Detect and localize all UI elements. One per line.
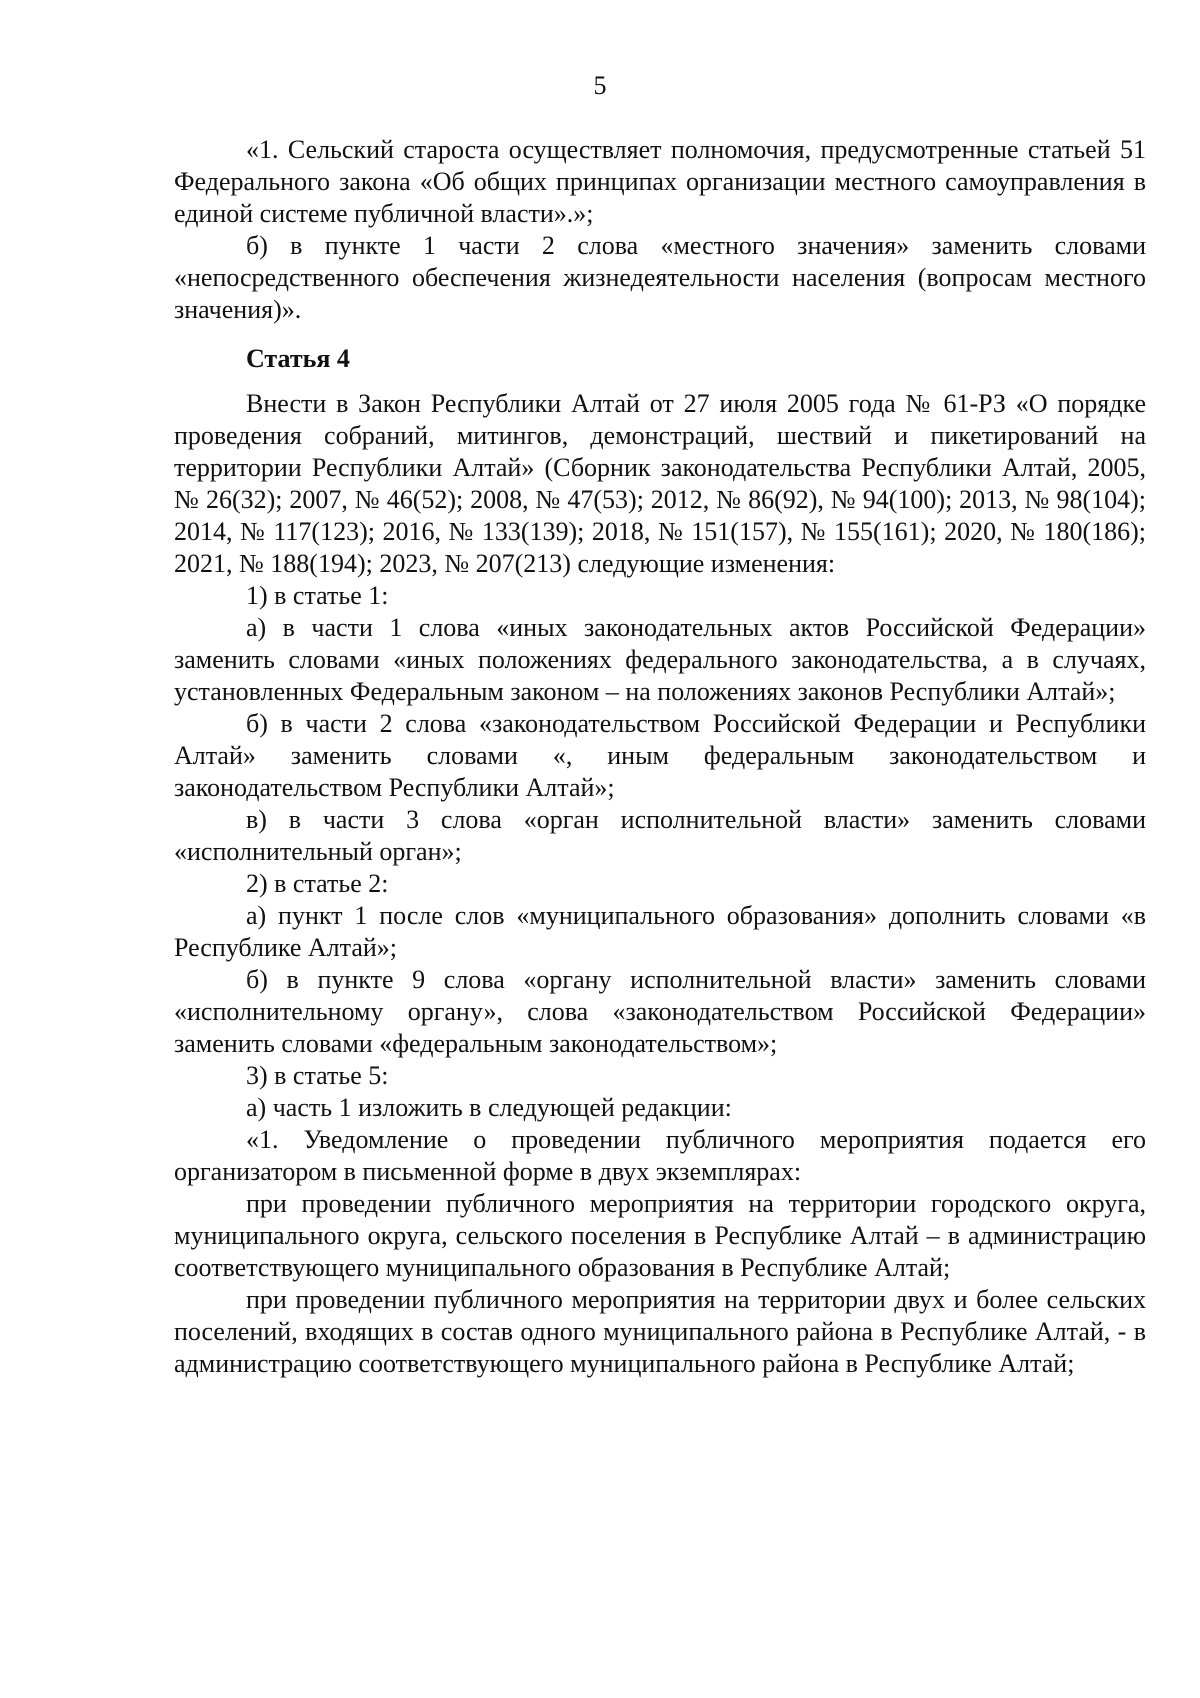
document-body bbox=[174, 134, 1146, 1380]
paragraph-notification: «1. Уведомление о проведении публичного мероприятия подается его организатором в письменной форме в двух экземплярах: bbox=[174, 1125, 1146, 1186]
paragraph-amendment-b: б) в пункте 1 части 2 слова «местного значения» заменить словами «непосредственного обеспечения жизнедеятельности населения (вопросам местного значения)». bbox=[174, 231, 1146, 324]
article-heading: Статья 4 bbox=[246, 344, 350, 373]
paragraph-item: а) в части 1 слова «иных законодательных актов Российской Федерации» заменить словами «иных положениях федерального законодательства, а в случаях, установленных Федеральным законом – на положениях законов Республики Алтай»; bbox=[174, 613, 1146, 706]
paragraph-notification-case-2: при проведении публичного мероприятия на территории двух и более сельских поселений, входящих в состав одного муниципального района в Республике Алтай, - в администрацию соответствующего муниципального района в Республике Алтай; bbox=[174, 1285, 1146, 1378]
paragraph-item: 3) в статье 5: bbox=[246, 1061, 389, 1090]
paragraph-item: 1) в статье 1: bbox=[246, 581, 389, 610]
paragraph-item: б) в части 2 слова «законодательством Российской Федерации и Республики Алтай» заменить словами «, иным федеральным законодательством и законодательством Республики Алтай»; bbox=[174, 709, 1146, 802]
paragraph-village-head-powers: «1. Сельский староста осуществляет полномочия, предусмотренные статьей 51 Федерального закона «Об общих принципах организации местного самоуправления в единой системе публичной власти».»; bbox=[174, 135, 1146, 228]
paragraph-notification-case-1: при проведении публичного мероприятия на территории городского округа, муниципального округа, сельского поселения в Республике Алтай – в администрацию соответствующего муниципального образования в Республике Алтай; bbox=[174, 1189, 1146, 1282]
paragraph-item: б) в пункте 9 слова «органу исполнительной власти» заменить словами «исполнительному органу», слова «законодательством Российской Федерации» заменить словами «федеральным законодательством»; bbox=[174, 965, 1146, 1058]
page-number: 5 bbox=[593, 71, 607, 100]
paragraph-item: а) пункт 1 после слов «муниципального образования» дополнить словами «в Республике Алтай»; bbox=[174, 901, 1146, 962]
paragraph-article-4-intro: Внести в Закон Республики Алтай от 27 июля 2005 года № 61-РЗ «О порядке проведения собраний, митингов, демонстраций, шествий и пикетирований на территории Республики Алтай» (Сборник законодательства Республики Алтай, 2005, № 26(32); 2007, № 46(52); 2008, № 47(53); 2012, № 86(92), № 94(100); 2013, № 98(104); 2014, № 117(123); 2016, № 133(139); 2018, № 151(157), № 155(161); 2020, № 180(186); 2021, № 188(194); 2023, № 207(213) следующие изменения: bbox=[174, 389, 1146, 578]
paragraph-item: 2) в статье 2: bbox=[246, 869, 389, 898]
paragraph-item: а) часть 1 изложить в следующей редакции: bbox=[246, 1093, 732, 1122]
paragraph-item: в) в части 3 слова «орган исполнительной власти» заменить словами «исполнительный орган»; bbox=[174, 805, 1146, 866]
